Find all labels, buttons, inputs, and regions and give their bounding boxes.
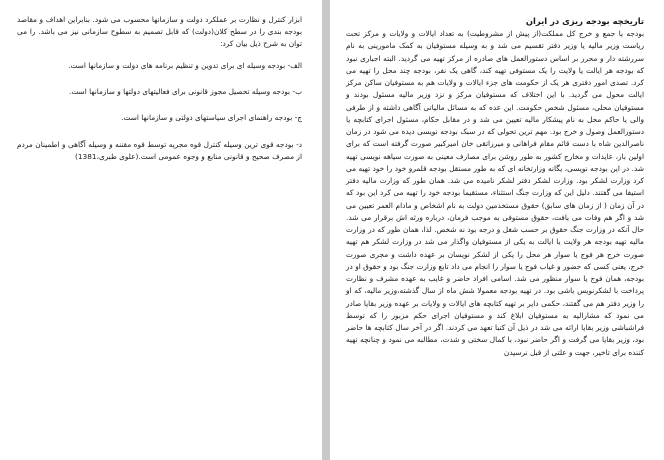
list-item-be: ب- بودجه وسیله تحصیل مجوز قانونی برای فعالیتهای دولتها و سازمانها است. bbox=[69, 87, 302, 97]
right-document-page bbox=[330, 0, 664, 460]
body-paragraph: بودجه یا جمع و خرج کل مملکت(از پیش از مشروطیت) به تعداد ایالات و ولایات و مرکز تحت ریاست وزیر مالیه یا وزیر دفتر تقسیم می شد و به وسیله مستوفیان به کمک مامورینی به نام سررشته دار و محرر بر اساس دستورالعمل های صادره از مرکز تهیه می گردید. البته اجباری نبود که بودجه هر ایالت یا ولایت را یک مستوفی تهیه کند، گاهی یک نفر، بودجه چند محل را تهیه می کرد. تصدی امور دفتری هر یک از حکومت های جزء ایالات و ولایات هم به مستوفیان ساکن مرکز ایالت محول می گردید. با این اختلاف که مستوفیان مرکز و نزد وزیر مالیه مسئول بودند و مستوفیان محلی، مسئول شخص حکومت. این عده که به مسائل مالیاتی آگاهی داشته و از طرفی والی یا حاکم محل به نام پیشکار مالیه تعیین می شد و در مقابل حکام، مسئول اجرای کتابچه یا دستورالعمل وصول و خرج بود. مهم ترین تحولی که در سبک بودجه نویسی دیده می شود در زمان ناصرالدین شاه با دست قائم مقام فراهانی و میرزاتقی خان امیرکبیر صورت گرفته است که برای اولین بار، عایدات و مخارج کشور به طور روشن برای مصارف معینی به صورت سیاهه نویسی تهیه شد. در این بودجه نویسی، یگانه وزارتخانه ای که به طور مستقل بودجه قلمرو خود را خود تهیه می کرد وزارت لشکر بود. وزارت لشکر دفتر لشکر نامیده می شد. همان طور که وزارت مالیه دفتر استیفا می گفتند. دلیل این که وزارت جنگ استثناء، مستقیما بودجه خود را تهیه می کرد این بود که در آن زمان ( از زمان های سابق) حقوق مستخدمین دولت به نام اشخاص و مادام العمر تعیین می شد و اگر هم وفات می یافت، حقوق مستوفی به موجب فرمان، درباره ورثه اش برقرار می شد. حال آنکه در وزارت جنگ حقوق بر حسب شغل و درجه بود نه شخص. لذا، همان طور که در وزارت مالیه تهیه بودجه هر ولایت یا ایالت به یکی از مستوفیان واگذار می شد در وزارت لشکر هم تهیه صورت خرج هر فوج یا سوار هر محل را یکی از لشکر نویسان بر عهده داشت و مجری صورت خرج، یعنی کسی که حضور و غیاب فوج یا سوار را انجام می داد تابع وزارت جنگ بود و حقوق او در بودجه، همان فوج یا سوار منظور می شد. اسامی افراد حاضر و غایب به عهده مشرف و نظارت پرداخت با لشکرنویس باشی بود. در تهیه بودجه معمولا شش ماه از سال گذشته،وزیر مالیه، که او را وزیر دفتر هم می گفتند، حکمی دایر بر تهیه کتابچه های ایالات و ولایات بر عهده وزیر بقایا صادر می نمود که مشارالیه به مستوفیان ابلاغ کند و مستوفیان اجرای حکم مزبور را که توسط فراشباشی وزیر بقایا ارائه می شد در ذیل آن کتبا تعهد می کردند. اگر در آخر سال کتابچه ها حاضر بود، وزیر بقایا می گرفت و اگر حاضر نبود، با کمال سختی و شدت، مطالبه می نمود و چنانچه تهیه کننده برای تاخیر، جهت و علتی از قبل نرسیدن bbox=[346, 29, 644, 357]
section-heading: تاریخچه بودجه ریزی در ایران bbox=[525, 16, 644, 26]
list-item-alef: الف- بودجه وسیله ای برای تدوین و تنظیم برنامه های دولت و سازمانها است. bbox=[68, 61, 302, 71]
list-item-jim: ج- بودجه راهنمای اجرای سیاستهای دولتی و سازمانها است. bbox=[121, 113, 302, 123]
page-gutter bbox=[322, 0, 330, 460]
intro-paragraph: ابزار کنترل و نظارت بر عملکرد دولت و سازمانها محسوب می شود. بنابراین اهداف و مقاصد بودجه بندی را در سطح کلان(دولت) که قابل تصمیم به سطوح سازمانی نیز می باشد. را می توان به شرح ذیل بیان کرد: bbox=[17, 15, 302, 49]
left-document-page bbox=[0, 0, 322, 460]
list-item-dal: د- بودجه قوی ترین وسیله کنترل قوه مجریه توسط قوه مقننه و وسیله آگاهی و اطمینان مردم از مصرف صحیح و قانونی منابع و وجوه عمومی است.(علوی طبری،1381) bbox=[17, 139, 302, 161]
